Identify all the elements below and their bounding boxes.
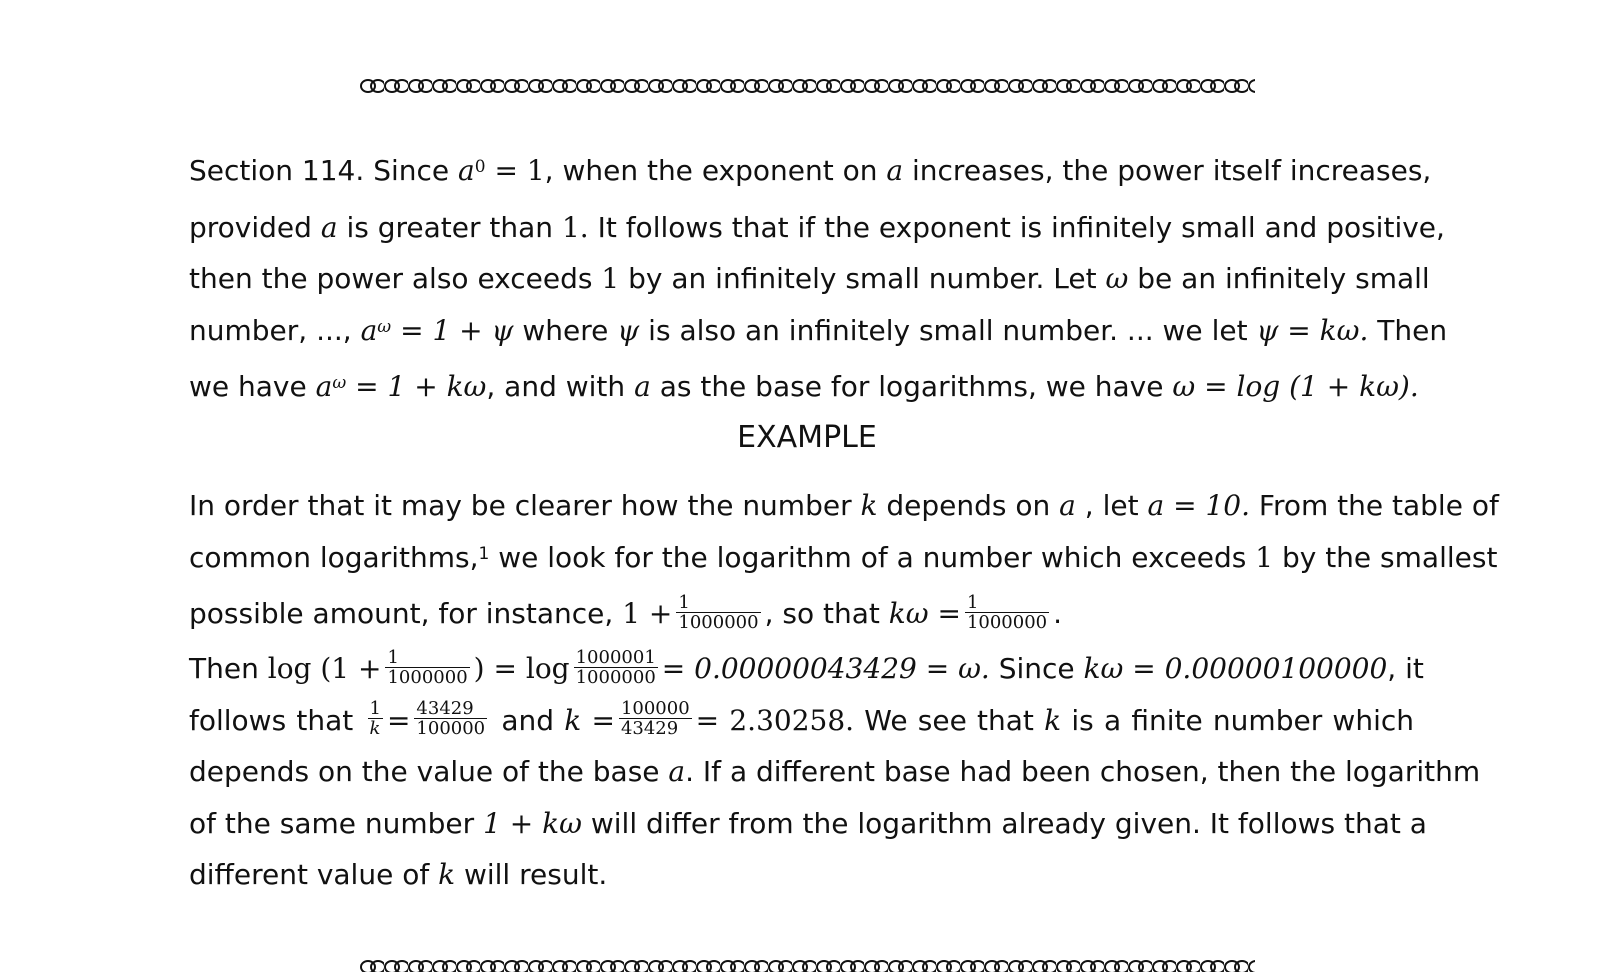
math: log (1 + (267, 652, 382, 685)
math: kω = 0.00000100000 (1083, 652, 1388, 685)
text: so that (782, 597, 880, 630)
text: follows that (189, 703, 354, 737)
chain-ornament-icon (360, 956, 1255, 978)
math: a (668, 755, 686, 788)
math: 1 + (622, 597, 673, 630)
text: will result. (463, 858, 608, 891)
text: possible amount, for instance, (189, 597, 614, 630)
text: increases, the power itself increases, (912, 154, 1432, 187)
math: a (315, 370, 333, 403)
math: a (320, 210, 338, 244)
fraction-numerator: 1 (965, 593, 1049, 613)
math: ψ = kω. (1256, 313, 1369, 347)
text: we look for the logarithm of a number which exceeds (498, 540, 1247, 574)
math: k (1044, 703, 1062, 737)
fraction-numerator: 1000001 (575, 646, 656, 668)
math: a (886, 154, 904, 187)
math-superscript: ω (377, 316, 392, 337)
math: 1. (561, 210, 589, 244)
paragraph-line (189, 480, 1499, 532)
fraction-denominator: k (369, 718, 381, 739)
paragraph-line (189, 849, 1414, 901)
math: a = 10. (1147, 489, 1250, 522)
math: 1 + kω (483, 806, 582, 840)
footnote-marker: 1 (478, 543, 490, 564)
text: of the same number (189, 806, 475, 840)
text: Then (1377, 313, 1448, 347)
text: provided (189, 210, 312, 244)
text: From the table of (1258, 489, 1499, 522)
math: = 2.30258. (695, 703, 855, 737)
text: and (501, 703, 555, 737)
fraction (414, 699, 487, 738)
section-114-paragraph (189, 145, 1448, 418)
text: depends on the value of the base (189, 755, 660, 788)
text: Since (998, 652, 1075, 685)
text: be an infinitely small (1137, 262, 1430, 295)
text: It follows that if the exponent is infinitely small and positive, (597, 210, 1445, 244)
text: we have (189, 370, 307, 403)
paragraph-line (189, 532, 1498, 589)
math-superscript: 0 (474, 157, 486, 177)
math-superscript: ω (332, 373, 347, 393)
text: then the power also exceeds (189, 262, 593, 295)
fraction-denominator: 1000000 (678, 611, 759, 633)
fraction-denominator: 1000000 (575, 666, 656, 688)
text: by the smallest (1281, 540, 1498, 574)
paragraph-line (189, 695, 1414, 747)
text: as the base for logarithms, we have (659, 370, 1164, 403)
math: = 1 + kω (355, 370, 487, 403)
math: 1 (601, 262, 620, 295)
fraction (368, 699, 383, 738)
example-paragraph (189, 480, 1499, 640)
paragraph-line (189, 202, 1445, 254)
text: common logarithms, (189, 540, 479, 574)
math: k (860, 489, 878, 522)
fraction (965, 593, 1049, 632)
chain-ornament-icon (360, 75, 1255, 97)
math: = log (493, 652, 570, 685)
math: a (1059, 489, 1076, 522)
fraction (574, 648, 658, 687)
fraction-denominator: 1000000 (387, 666, 468, 688)
text: different value of (189, 858, 430, 891)
fraction (619, 699, 692, 738)
fraction-numerator: 43429 (414, 699, 487, 719)
text: . If a different base had been chosen, then the logarithm (685, 755, 1481, 788)
math: = 0.00000043429 = ω. (661, 652, 990, 685)
fraction-denominator: 100000 (416, 718, 486, 739)
fraction (385, 648, 469, 687)
text: depends on (886, 489, 1051, 522)
fraction-numerator: 100000 (620, 698, 690, 719)
fraction-numerator: 1 (369, 698, 381, 719)
text: , when the exponent on (544, 154, 878, 187)
math: kω = (888, 597, 961, 630)
ornamental-border-bottom (360, 956, 1255, 978)
text: is a finite number which (1071, 703, 1415, 737)
math: = 1 + ψ (400, 313, 514, 347)
paragraph-line (189, 361, 1419, 418)
text: Then (189, 652, 259, 685)
text: is greater than (346, 210, 554, 244)
text: will differ from the logarithm already given. It follows that a (590, 806, 1427, 840)
math: ω (1105, 262, 1129, 295)
text: , let (1084, 489, 1139, 522)
fraction-numerator: 1 (676, 593, 760, 613)
math: k (438, 858, 456, 891)
math: 1 (1255, 540, 1274, 574)
math: = 1 (494, 154, 545, 187)
paragraph-line (189, 746, 1481, 798)
paragraph-line: possible amount, for instance, 1 + $\frac{1}{1000000}$ , so that kω = $\frac{1}{1000000}$ . (189, 591, 1063, 633)
math: a (458, 154, 475, 187)
math: a (634, 370, 651, 403)
text: , it (1387, 652, 1424, 685)
text: by an infinitely small number. Let (628, 262, 1097, 295)
then-paragraph (189, 643, 1481, 901)
ornamental-border-top (360, 75, 1255, 97)
fraction (676, 593, 760, 632)
section-label: Section 114. (189, 154, 365, 187)
text: Since (373, 154, 450, 187)
text: is also an infinitely small number. ... we let (648, 313, 1248, 347)
text: where (522, 313, 609, 347)
fraction-numerator: 1 (385, 648, 469, 668)
paragraph-line (189, 643, 1424, 695)
paragraph-line (189, 798, 1427, 850)
paragraph-line (189, 145, 1432, 202)
math: a (360, 313, 378, 347)
paragraph-line (189, 253, 1430, 305)
math: k = (564, 703, 615, 737)
text: We see that (864, 703, 1034, 737)
math: ω = log (1 + kω). (1172, 370, 1419, 403)
math: = (386, 703, 411, 737)
text: number, ..., (189, 313, 352, 347)
text: In order that it may be clearer how the number (189, 489, 852, 522)
fraction-denominator: 43429 (620, 718, 679, 739)
fraction-denominator: 1000000 (966, 611, 1048, 633)
math: ) (473, 652, 485, 685)
text: , and with (486, 370, 626, 403)
example-heading: EXAMPLE (737, 420, 877, 455)
paragraph-line (189, 305, 1448, 362)
math: ψ (617, 313, 640, 347)
